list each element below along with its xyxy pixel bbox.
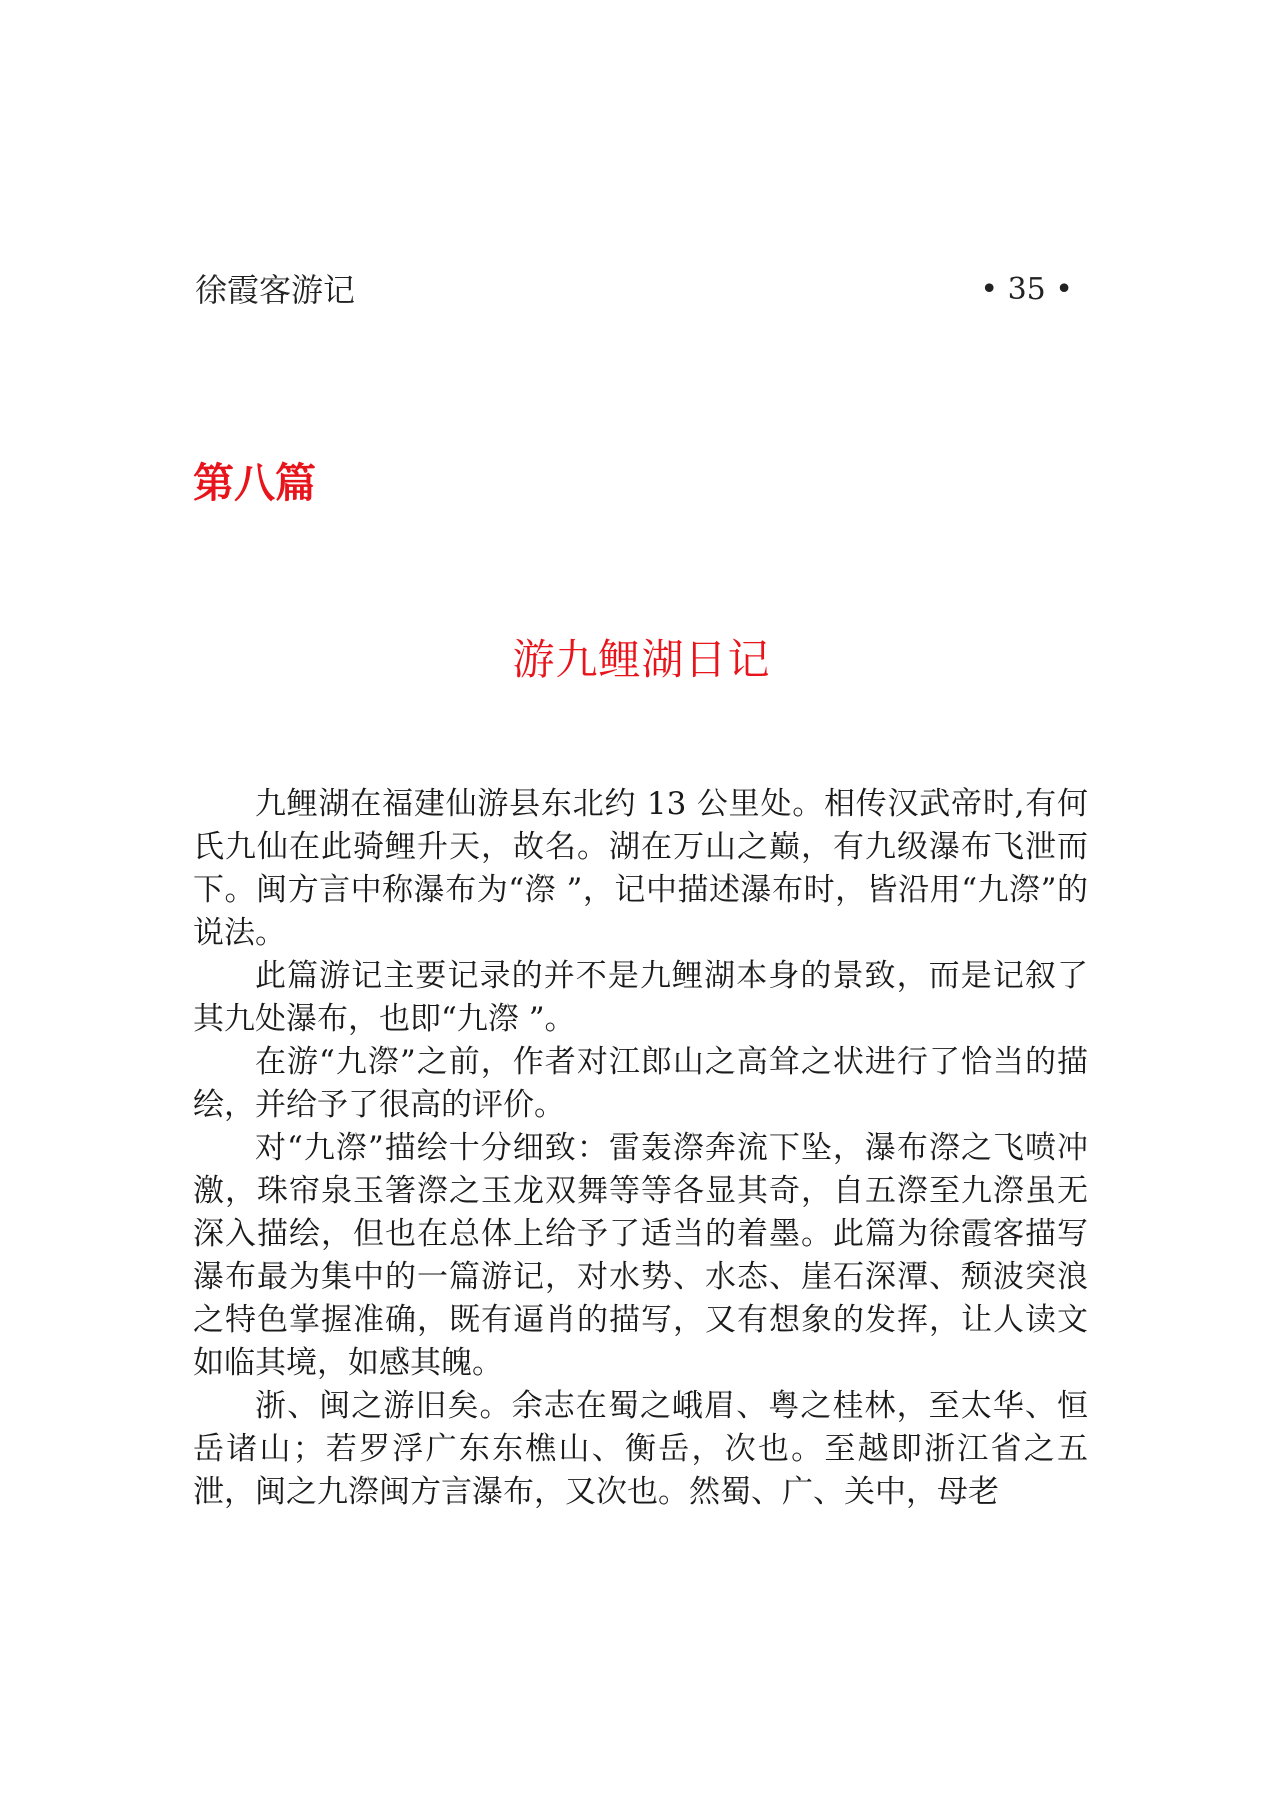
paragraph: 九鲤湖在福建仙游县东北约 13 公里处。相传汉武帝时,有何氏九仙在此骑鲤升天，故名。湖在万山之巅，有九级瀑布飞泄而下。闽方言中称瀑布为“漈 ”，记中描述瀑布时，皆沿用“九漈”的说法。 bbox=[193, 786, 1088, 951]
page-number: • 35 • bbox=[980, 272, 1073, 307]
body-text bbox=[193, 783, 1088, 1514]
paragraph: 浙、闽之游旧矣。余志在蜀之峨眉、粤之桂林，至太华、恒岳诸山；若罗浮广东东樵山、衡岳，次也。至越即浙江省之五泄，闽之九漈闽方言瀑布，又次也。然蜀、广、关中，母老 bbox=[193, 1388, 1088, 1510]
paragraph: 在游“九漈”之前，作者对江郎山之高耸之状进行了恰当的描绘，并给予了很高的评价。 bbox=[193, 1044, 1088, 1123]
chapter-title: 游九鲤湖日记 bbox=[512, 635, 771, 684]
paragraph: 此篇游记主要记录的并不是九鲤湖本身的景致，而是记叙了其九处瀑布，也即“九漈 ”。 bbox=[193, 958, 1088, 1037]
book-title: 徐霞客游记 bbox=[195, 271, 356, 309]
running-header bbox=[195, 268, 1085, 312]
part-heading: 第八篇 bbox=[193, 459, 316, 507]
paragraph: 对“九漈”描绘十分细致：雷轰漈奔流下坠，瀑布漈之飞喷冲激，珠帘泉玉箸漈之玉龙双舞等等各显其奇，自五漈至九漈虽无深入描绘，但也在总体上给予了适当的着墨。此篇为徐霞客描写瀑布最为集中的一篇游记，对水势、水态、崖石深潭、颓波突浪之特色掌握准确，既有逼肖的描写，又有想象的发挥，让人读文如临其境，如感其魄。 bbox=[193, 1130, 1088, 1381]
